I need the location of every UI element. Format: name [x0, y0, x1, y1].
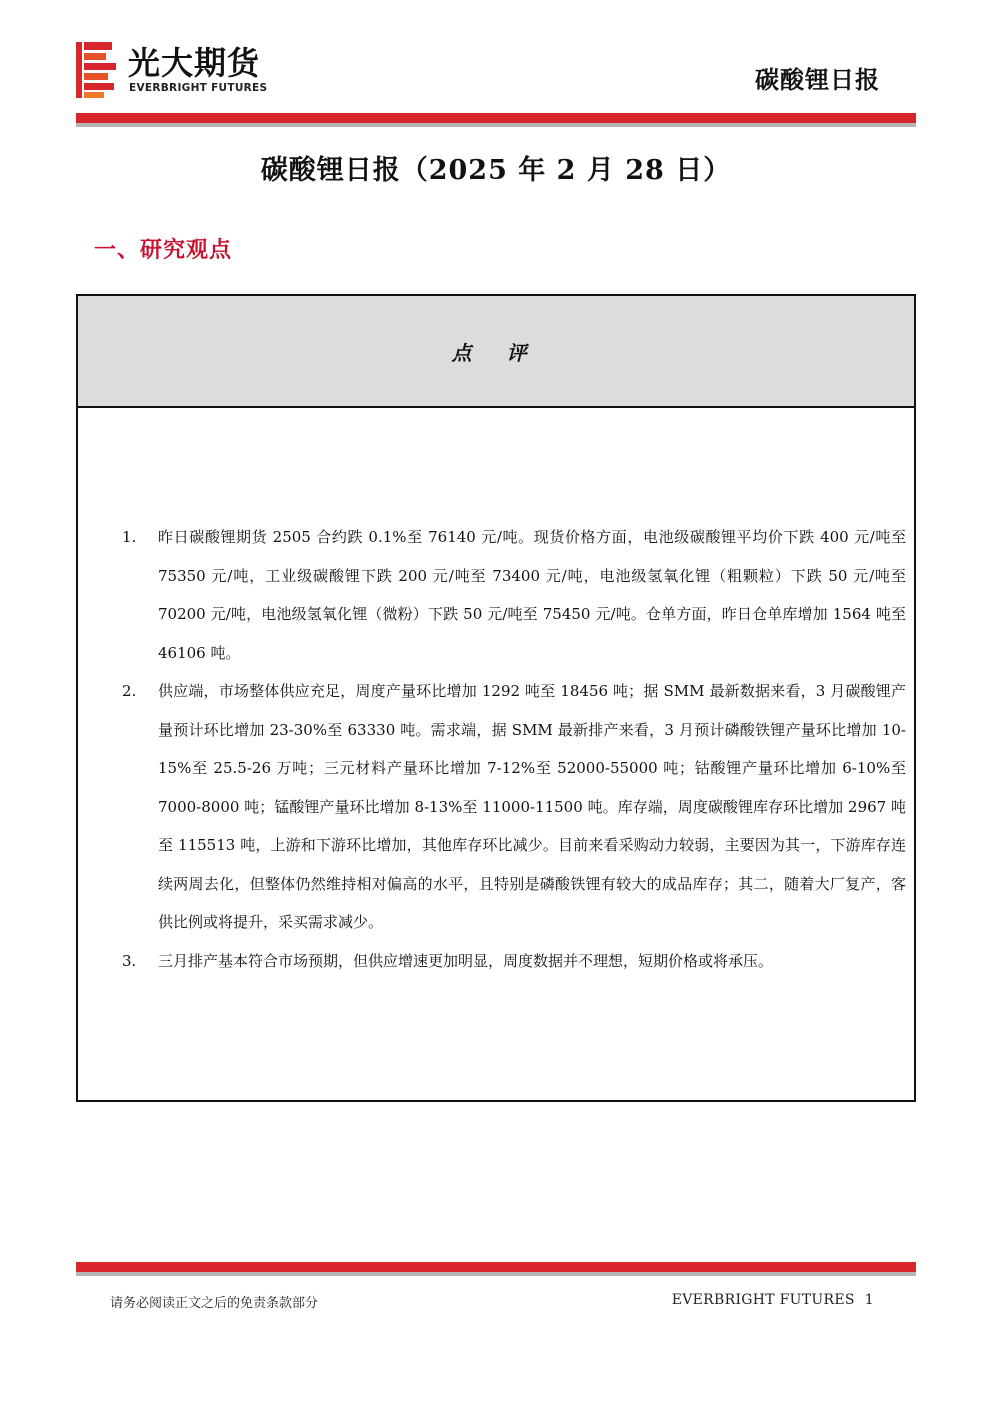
footer-company-name: EVERBRIGHT FUTURES	[671, 1292, 855, 1308]
header-divider-gray	[76, 123, 916, 127]
section-heading: 一、研究观点	[94, 237, 233, 263]
footer-divider	[76, 1262, 916, 1276]
header-report-name: 碳酸锂日报	[755, 65, 880, 94]
logo-text-cn: 光大期货	[128, 44, 261, 82]
page-number: 1	[864, 1292, 874, 1308]
comment-table-header: 点 评	[78, 296, 914, 408]
everbright-logo-icon	[76, 42, 116, 98]
header-divider	[76, 113, 916, 127]
list-item-number: 2.	[122, 682, 137, 700]
list-item	[122, 518, 906, 672]
list-item	[122, 672, 906, 942]
list-item-number: 1.	[122, 528, 137, 546]
footer-disclaimer: 请务必阅读正文之后的免责条款部分	[110, 1296, 319, 1311]
footer-divider-gray	[76, 1272, 916, 1276]
list-item-text: 昨日碳酸锂期货 2505 合约跌 0.1%至 76140 元/吨。现货价格方面，电池级碳酸锂平均价下跌 400 元/吨至 75350 元/吨，工业级碳酸锂下跌 200 元/吨至 73400 元/吨，电池级氢氧化锂（粗颗粒）下跌 50 元/吨至 70200 元/吨，电池级氢氧化锂（微粉）下跌 50 元/吨至 75450 元/吨。仓单方面，昨日仓单库增加 1564 吨至 46106 吨。	[158, 528, 906, 662]
footer-company	[672, 1292, 874, 1308]
list-item-text: 三月排产基本符合市场预期，但供应增速更加明显，周度数据并不理想，短期价格或将承压。	[158, 951, 774, 970]
header-divider-red	[76, 113, 916, 123]
report-title: 碳酸锂日报（2025 年 2 月 28 日）	[260, 155, 732, 186]
list-item	[122, 942, 906, 981]
list-item-text: 供应端，市场整体供应充足，周度产量环比增加 1292 吨至 18456 吨；据 SMM 最新数据来看，3 月碳酸锂产量预计环比增加 23-30%至 63330 吨。需求端，据 SMM 最新排产来看，3 月预计磷酸铁锂产量环比增加 10-15%至 25.5-26 万吨；三元材料产量环比增加 7-12%至 52000-55000 吨；钴酸锂产量环比增加 6-10%至 7000-8000 吨；锰酸锂产量环比增加 8-13%至 11000-11500 吨。库存端，周度碳酸锂库存环比增加 2967 吨至 115513 吨，上游和下游环比增加，其他库存环比减少。目前来看采购动力较弱，主要因为其一，下游库存连续两周去化，但整体仍然维持相对偏高的水平，且特别是磷酸铁锂有较大的成品库存；其二，随着大厂复产，客供比例或将提升，采买需求减少。	[158, 682, 906, 931]
logo-text-en: EVERBRIGHT FUTURES	[129, 82, 268, 94]
footer-divider-red	[76, 1262, 916, 1272]
comment-table	[76, 294, 916, 1102]
comment-list	[122, 518, 906, 980]
list-item-number: 3.	[122, 951, 137, 970]
company-logo	[76, 42, 316, 98]
